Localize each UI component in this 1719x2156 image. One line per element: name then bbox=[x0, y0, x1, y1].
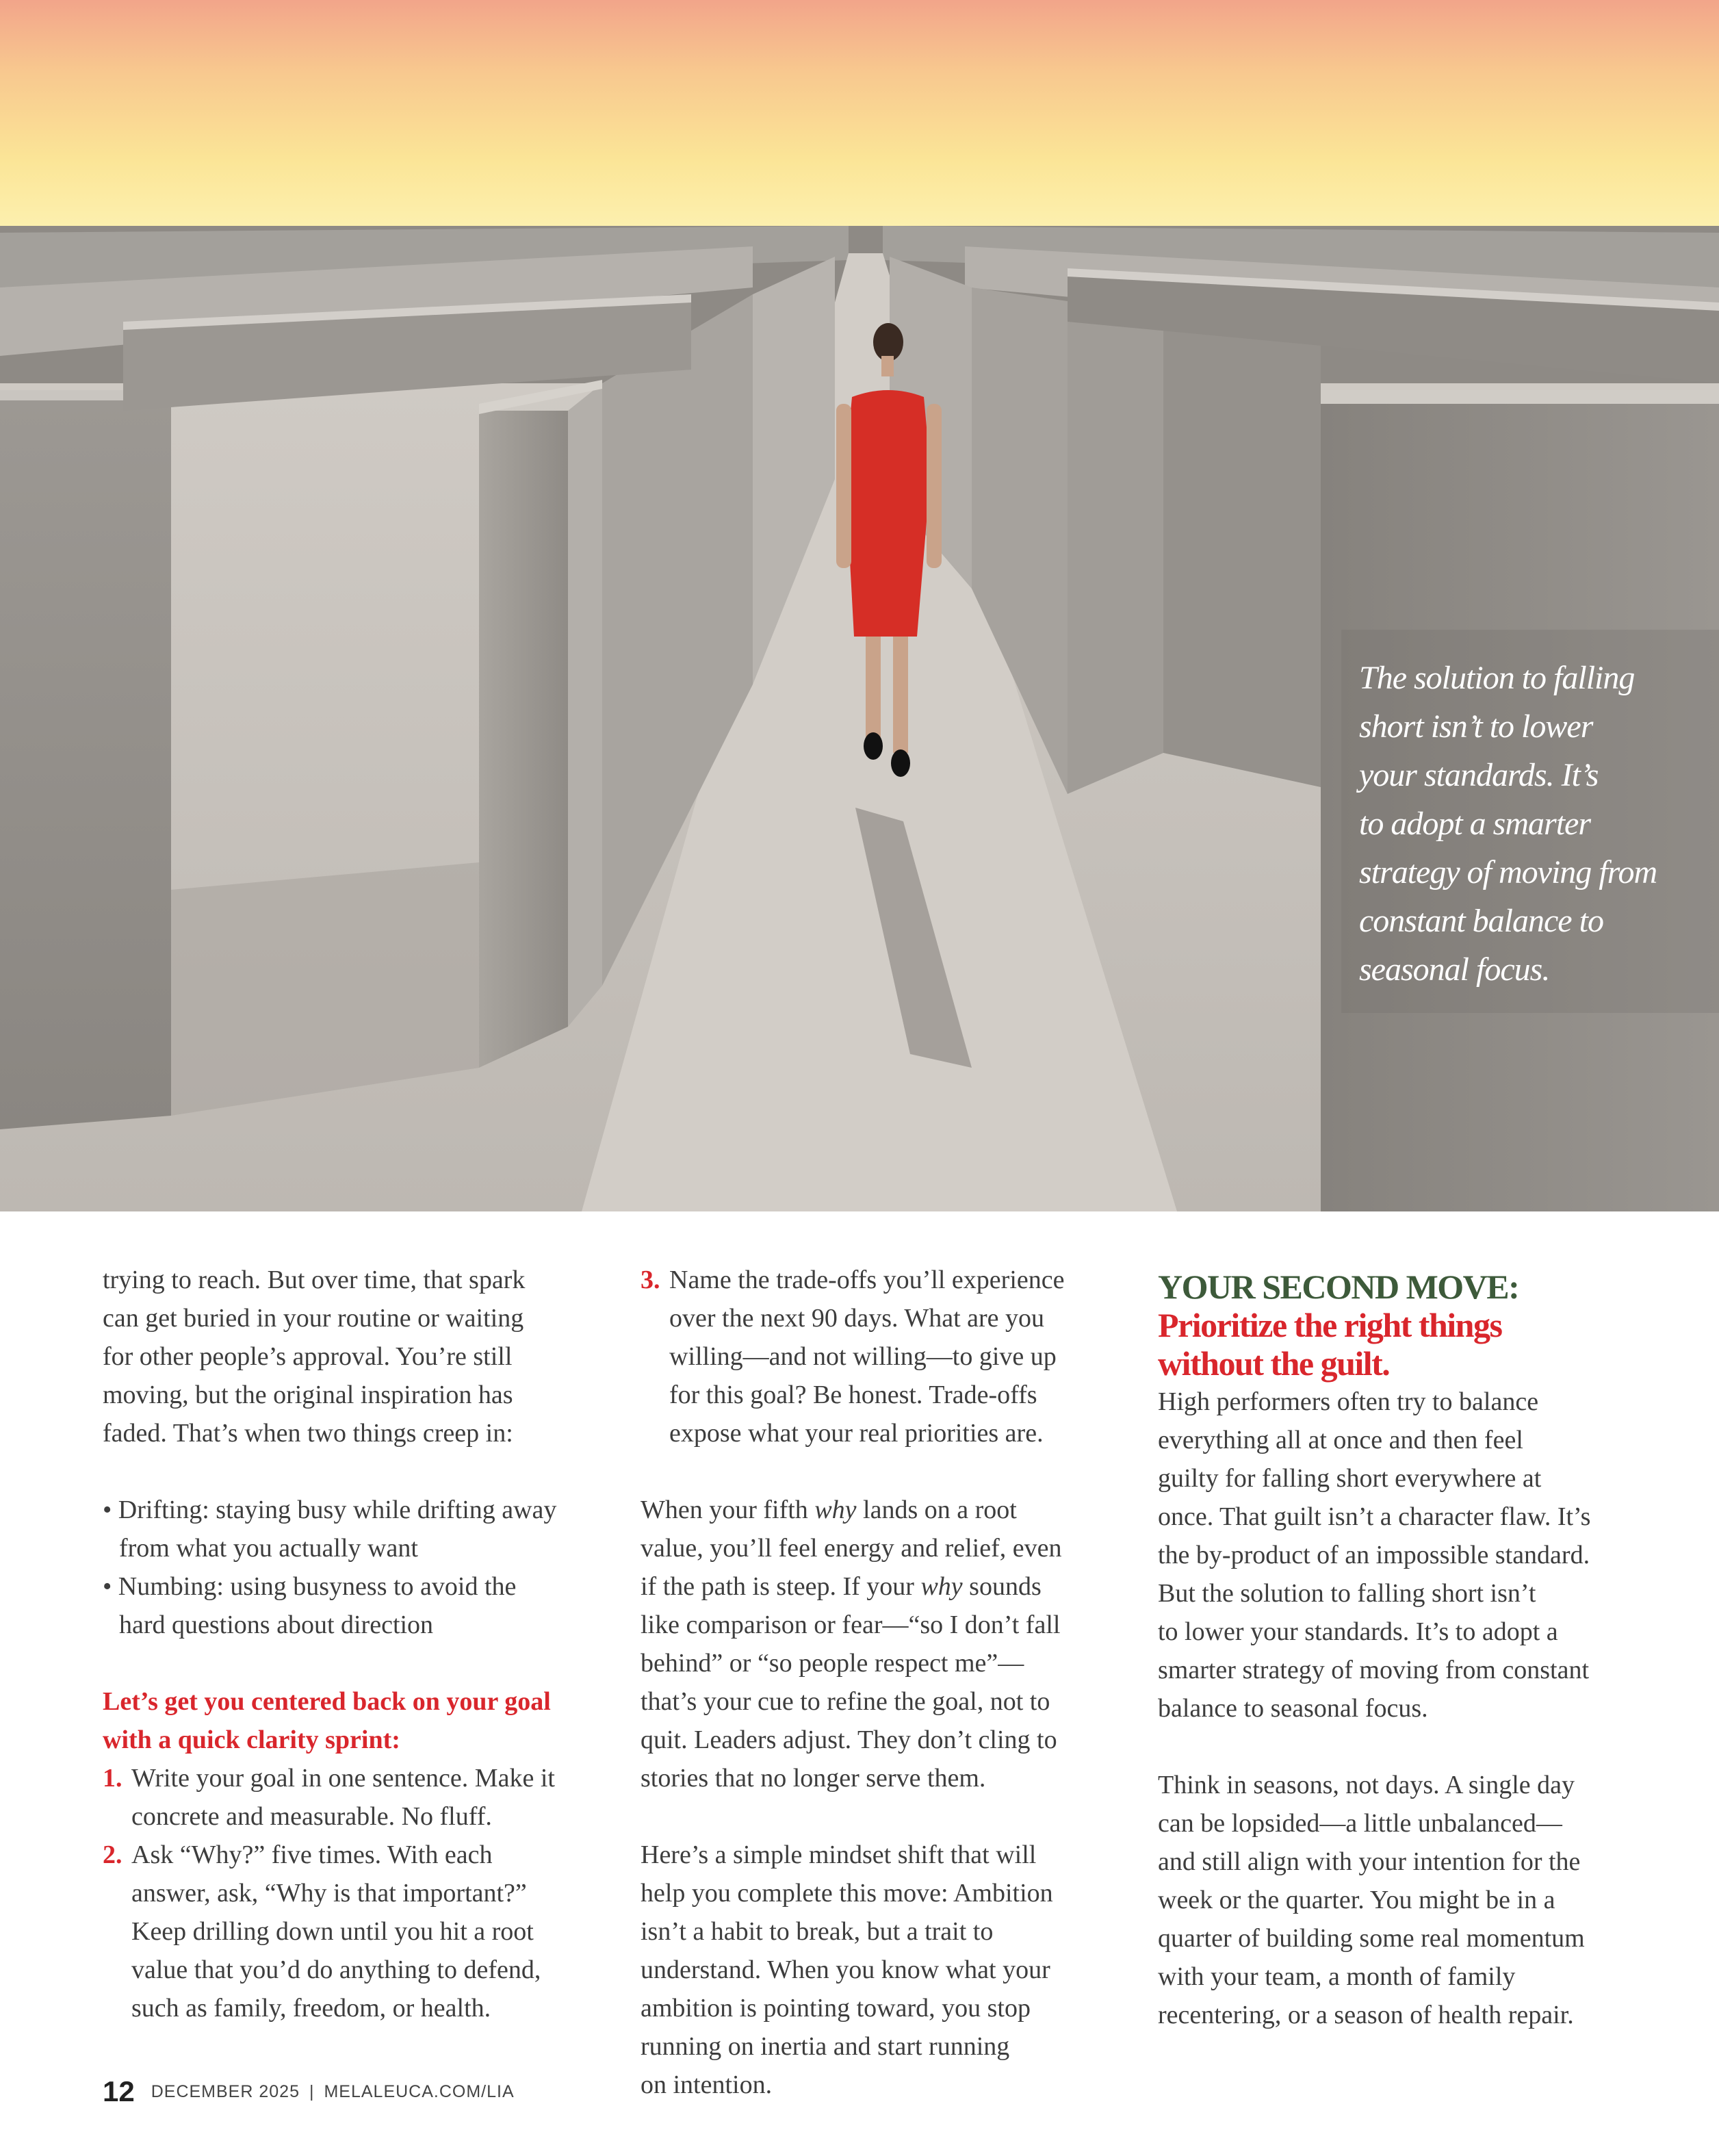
pull-quote bbox=[1359, 654, 1715, 994]
text-line: like comparison or fear—“so I don’t fall bbox=[641, 1610, 1061, 1639]
text-line: ambition is pointing toward, you stop bbox=[641, 1994, 1031, 2023]
page-number: 12 bbox=[103, 2075, 135, 2107]
section-heading: YOUR SECOND MOVE: bbox=[1158, 1268, 1519, 1306]
text-line: When your fifth why lands on a root bbox=[641, 1496, 1017, 1524]
numbered-step-2 bbox=[103, 1836, 609, 2027]
text-line: such as family, freedom, or health. bbox=[131, 1994, 491, 2023]
text-line: Think in seasons, not days. A single day bbox=[1158, 1771, 1575, 1799]
section-subheading: Prioritize the right things bbox=[1158, 1306, 1502, 1344]
text-line: help you complete this move: Ambition bbox=[641, 1879, 1053, 1908]
bullet-item-cont: from what you actually want bbox=[119, 1534, 418, 1563]
text-line: with your team, a month of family bbox=[1158, 1962, 1516, 1991]
text-line: for other people’s approval. You’re still bbox=[103, 1342, 513, 1371]
text-line: answer, ask, “Why is that important?” bbox=[131, 1879, 527, 1908]
text-line: High performers often try to balance bbox=[1158, 1387, 1539, 1416]
text-line: recentering, or a season of health repair. bbox=[1158, 2001, 1574, 2029]
text-line: and still align with your intention for the bbox=[1158, 1847, 1581, 1876]
text-line: guilty for falling short everywhere at bbox=[1158, 1464, 1542, 1493]
column-3 bbox=[1158, 1268, 1651, 2034]
paragraph bbox=[1158, 1766, 1651, 2034]
callout-heading: Let’s get you centered back on your goal bbox=[103, 1687, 551, 1716]
text-line: can get buried in your routine or waiting bbox=[103, 1304, 524, 1333]
numbered-step-3 bbox=[641, 1261, 1133, 1452]
bullet-item-cont: hard questions about direction bbox=[119, 1610, 434, 1639]
step-number: 3. bbox=[641, 1266, 660, 1294]
text-line: understand. When you know what your bbox=[641, 1955, 1050, 1984]
text-line: behind” or “so people respect me”— bbox=[641, 1649, 1024, 1678]
numbered-step-1 bbox=[103, 1759, 609, 1836]
text-line: faded. That’s when two things creep in: bbox=[103, 1419, 513, 1448]
text-line: Name the trade-offs you’ll experience bbox=[669, 1266, 1065, 1294]
text-line: on intention. bbox=[641, 2070, 773, 2099]
text-line: over the next 90 days. What are you bbox=[669, 1304, 1045, 1333]
paragraph bbox=[641, 1491, 1133, 1797]
text-line: moving, but the original inspiration has bbox=[103, 1381, 513, 1409]
text-line: trying to reach. But over time, that spark bbox=[103, 1266, 526, 1294]
text-line: But the solution to falling short isn’t bbox=[1158, 1579, 1536, 1608]
text-line: Here’s a simple mindset shift that will bbox=[641, 1840, 1037, 1869]
section-subheading: without the guilt. bbox=[1158, 1344, 1390, 1383]
text-line: once. That guilt isn’t a character flaw. It’s bbox=[1158, 1502, 1591, 1531]
text-line: running on inertia and start running bbox=[641, 2032, 1010, 2061]
text-line: Write your goal in one sentence. Make it bbox=[131, 1764, 555, 1793]
text-line: quit. Leaders adjust. They don’t cling to bbox=[641, 1725, 1057, 1754]
text-line: expose what your real priorities are. bbox=[669, 1419, 1044, 1448]
page-footer bbox=[103, 2071, 515, 2112]
column-2 bbox=[641, 1261, 1133, 2104]
bullet-item: • Numbing: using busyness to avoid the bbox=[103, 1572, 517, 1601]
text-line: Ask “Why?” five times. With each bbox=[131, 1840, 493, 1869]
paragraph bbox=[641, 1836, 1133, 2104]
footer-url: MELALEUCA.COM/LIA bbox=[324, 2081, 515, 2101]
bullet-item: • Drifting: staying busy while drifting away bbox=[103, 1496, 557, 1524]
text-line: stories that no longer serve them. bbox=[641, 1764, 986, 1793]
callout-heading: with a quick clarity sprint: bbox=[103, 1725, 400, 1754]
text-line: to lower your standards. It’s to adopt a bbox=[1158, 1617, 1558, 1646]
pull-quote-line: constant balance to bbox=[1359, 903, 1603, 939]
text-line: that’s your cue to refine the goal, not to bbox=[641, 1687, 1050, 1716]
text-line: quarter of building some real momentum bbox=[1158, 1924, 1585, 1953]
text-line: isn’t a habit to break, but a trait to bbox=[641, 1917, 994, 1946]
pull-quote-line: short isn’t to lower bbox=[1359, 708, 1593, 745]
pull-quote-line: seasonal focus. bbox=[1359, 951, 1550, 988]
text-line: Keep drilling down until you hit a root bbox=[131, 1917, 534, 1946]
step-number: 2. bbox=[103, 1840, 122, 1869]
column-1 bbox=[103, 1261, 609, 2027]
issue-date: DECEMBER 2025 bbox=[151, 2081, 300, 2101]
text-line: value that you’d do anything to defend, bbox=[131, 1955, 541, 1984]
bullet-list bbox=[103, 1491, 609, 1644]
footer-separator: | bbox=[309, 2081, 315, 2101]
text-line: can be lopsided—a little unbalanced— bbox=[1158, 1809, 1562, 1838]
text-line: smarter strategy of moving from constant bbox=[1158, 1656, 1590, 1684]
text-line: for this goal? Be honest. Trade-offs bbox=[669, 1381, 1037, 1409]
text-line: the by-product of an impossible standard. bbox=[1158, 1541, 1590, 1569]
text-line: balance to seasonal focus. bbox=[1158, 1694, 1428, 1723]
text-line: everything all at once and then feel bbox=[1158, 1426, 1523, 1454]
pull-quote-line: your standards. It’s bbox=[1359, 757, 1599, 793]
paragraph bbox=[1158, 1383, 1651, 1728]
step-number: 1. bbox=[103, 1764, 122, 1793]
pull-quote-line: to adopt a smarter bbox=[1359, 806, 1591, 842]
text-line: value, you’ll feel energy and relief, even bbox=[641, 1534, 1062, 1563]
text-line: willing—and not willing—to give up bbox=[669, 1342, 1057, 1371]
pull-quote-line: strategy of moving from bbox=[1359, 854, 1657, 890]
text-line: if the path is steep. If your why sounds bbox=[641, 1572, 1042, 1601]
text-line: concrete and measurable. No fluff. bbox=[131, 1802, 492, 1831]
pull-quote-line: The solution to falling bbox=[1359, 660, 1635, 696]
text-line: week or the quarter. You might be in a bbox=[1158, 1886, 1555, 1914]
